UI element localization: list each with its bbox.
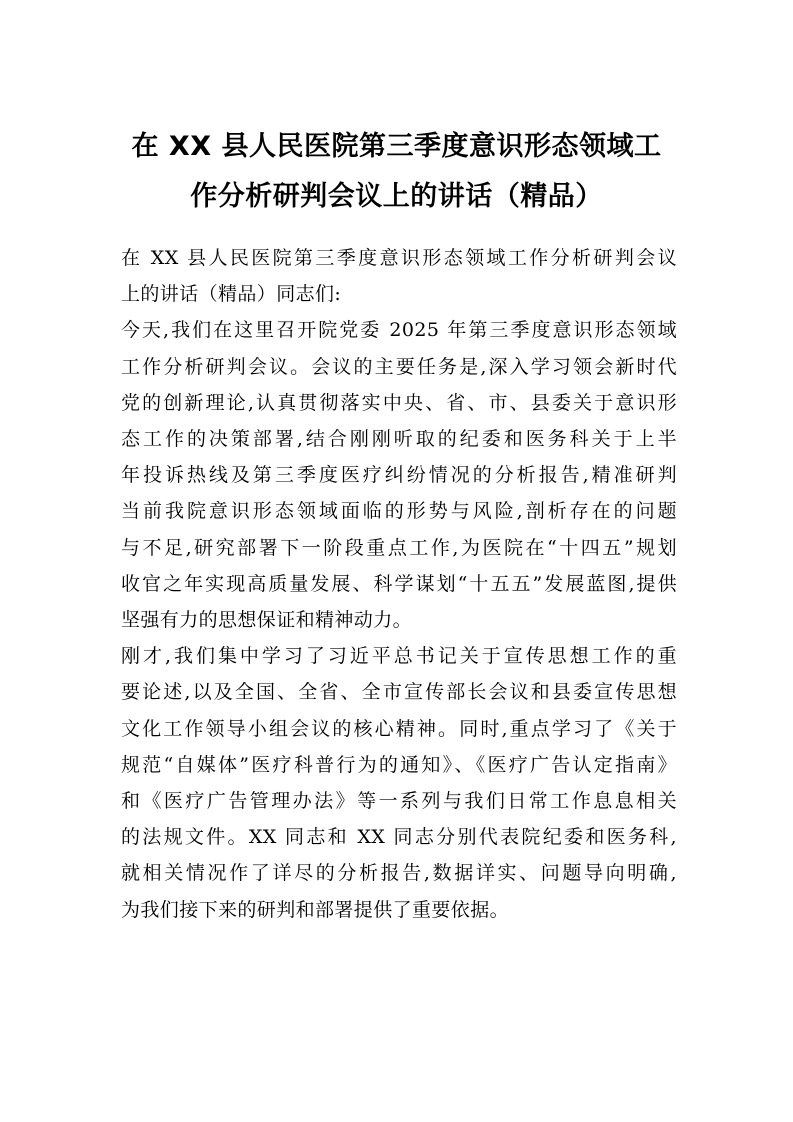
text-line: 和《医疗广告管理办法》等一系列与我们日常工作息息相关 (121, 790, 677, 813)
text-line: 年投诉热线及第三季度医疗纠纷情况的分析报告,精准研判 (121, 464, 677, 487)
text-line: 党的创新理论,认真贯彻落实中央、省、市、县委关于意识形 (121, 391, 677, 414)
text-line: 与不足,研究部署下一阶段重点工作,为医院在“十四五”规划 (121, 536, 677, 559)
document-body (121, 240, 677, 928)
document-title (100, 122, 693, 222)
title-line: 作分析研判会议上的讲话（精品） (190, 181, 603, 212)
text-line: 当前我院意识形态领域面临的形势与风险,剖析存在的问题 (121, 500, 677, 523)
text-line: 的法规文件。XX 同志和 XX 同志分别代表院纪委和医务科, (121, 826, 677, 849)
text-line: 今天,我们在这里召开院党委 2025 年第三季度意识形态领域 (121, 319, 677, 342)
paragraph-study-review (121, 638, 677, 928)
text-line: 文化工作领导小组会议的核心精神。同时,重点学习了《关于 (121, 717, 677, 740)
text-line: 刚才,我们集中学习了习近平总书记关于宣传思想工作的重 (121, 645, 677, 668)
title-line: 在 XX 县人民医院第三季度意识形态领域工 (131, 131, 662, 162)
text-line: 规范“自媒体”医疗科普行为的通知》、《医疗广告认定指南》 (121, 753, 677, 776)
text-line: 在 XX 县人民医院第三季度意识形态领域工作分析研判会议 (121, 247, 677, 269)
text-line: 为我们接下来的研判和部署提供了重要依据。 (121, 898, 510, 921)
text-line: 收官之年实现高质量发展、科学谋划“十五五”发展蓝图,提供 (121, 572, 677, 595)
text-line: 就相关情况作了详尽的分析报告,数据详实、问题导向明确, (121, 862, 677, 885)
paragraph-intro (121, 240, 677, 312)
paragraph-meeting-purpose (121, 312, 677, 638)
text-line: 坚强有力的思想保证和精神动力。 (121, 609, 413, 632)
text-line: 上的讲话（精品）同志们: (121, 283, 342, 306)
text-line: 态工作的决策部署,结合刚刚听取的纪委和医务科关于上半 (121, 428, 677, 451)
text-line: 工作分析研判会议。会议的主要任务是,深入学习领会新时代 (121, 355, 677, 378)
text-line: 要论述,以及全国、全省、全市宣传部长会议和县委宣传思想 (121, 681, 677, 704)
